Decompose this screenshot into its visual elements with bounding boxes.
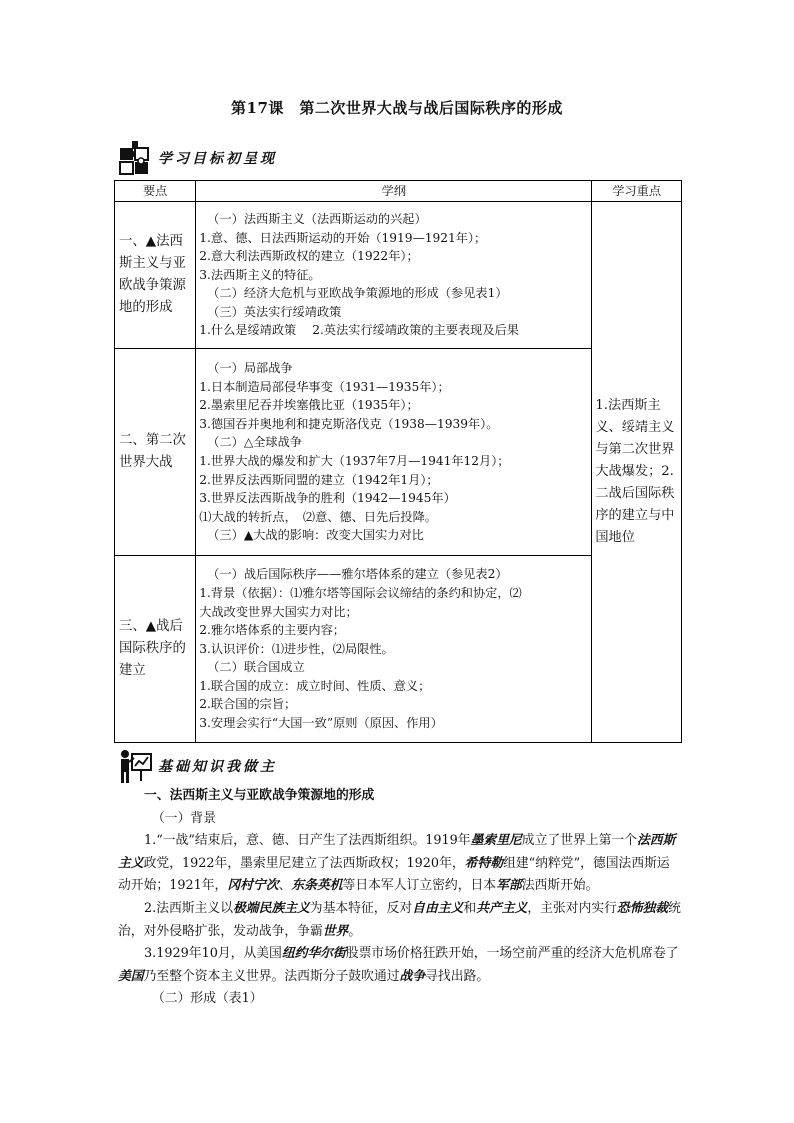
section-basics-title: 基础知识我做主 <box>158 759 277 775</box>
outline-line: 1.世界大战的爆发和扩大（1937年7月—1941年12月）； <box>199 454 510 468</box>
outline-line: （二）△全球战争 <box>207 435 302 450</box>
text: 组建“纳粹党”，德国法西斯运动开始；1921年， <box>118 855 670 894</box>
answer-text: 墨索里尼 <box>470 833 522 849</box>
teacher-board-icon <box>118 748 152 784</box>
outline-line: 3.德国吞并奥地利和捷克斯洛伐克（1938—1939年）。 <box>199 416 499 431</box>
paragraph-3 <box>118 943 682 988</box>
heading-1: 一、法西斯主义与亚欧战争策源地的形成 <box>144 788 375 803</box>
text: 3.1929年10月，从美国 <box>144 946 282 962</box>
outline-line: （一）法西斯主义（法西斯运动的兴起） <box>207 211 427 226</box>
outline-line: （二）经济大危机与亚欧战争策源地的形成（参见表1） <box>207 286 508 301</box>
answer-text: 希特勒 <box>464 855 504 871</box>
outline-line: ⑴大战的转折点， ⑵意、德、日先后投降。 <box>199 509 437 524</box>
outline-line: （一）战后国际秩序——雅尔塔体系的建立（参见表2） <box>207 567 508 582</box>
section-basics-header <box>118 746 277 786</box>
outline-line: 大战改变世界大国实力对比； <box>199 604 358 619</box>
text: 统治，对外侵略扩张，发动战争，争霸 <box>118 900 681 939</box>
row1-outline <box>196 202 592 349</box>
row1-key-point: 一、▲法西斯主义与亚欧战争策源地的形成 <box>115 202 196 349</box>
answer-text: 美国 <box>118 968 144 984</box>
text: 成立了世界上第一个 <box>521 833 637 849</box>
table-row <box>115 202 682 349</box>
outline-line: 1.背景（依据）：⑴雅尔塔等国际会议缔结的条约和协定，⑵ <box>199 585 522 600</box>
outline-line: 2.意大利法西斯政权的建立（1922年）； <box>199 249 419 264</box>
outline-line: 1.意、德、日法西斯运动的开始（1919—1921年）； <box>199 230 487 245</box>
answer-text: 恐怖独裁 <box>616 900 669 916</box>
section-objectives-header <box>118 138 277 178</box>
section-objectives-title: 学习目标初呈现 <box>158 151 277 167</box>
outline-line: 1.什么是绥靖政策 2.英法实行绥靖政策的主要表现及后果 <box>199 323 519 338</box>
answer-text: 战争 <box>399 968 426 984</box>
learning-focus: 1.法西斯主义、绥靖主义与第二次世界大战爆发；2.二战后国际秩序的建立与中国地位 <box>592 202 682 743</box>
text: ，主张对内实行 <box>527 900 617 916</box>
objectives-table <box>114 180 682 743</box>
basics-content <box>118 785 682 1011</box>
paragraph-2 <box>118 898 682 943</box>
text: 、 <box>278 878 292 894</box>
text: 2.法西斯主义以 <box>144 900 233 916</box>
outline-line: 3.认识评价：⑴进步性，⑵局限性。 <box>199 641 394 656</box>
heading-3: （二）形成（表1） <box>152 991 263 1007</box>
outline-line: 3.世界反法西斯战争的胜利（1942—1945年） <box>199 491 456 506</box>
text: 乃至整个资本主义世界。法西斯分子鼓吹通过 <box>143 968 400 984</box>
answer-text: 法西斯主义 <box>118 833 676 871</box>
outline-line: （二）联合国成立 <box>207 660 305 675</box>
text: 等日本军人订立密约，日本 <box>342 878 497 894</box>
answer-text: 世界 <box>322 923 349 939</box>
row2-outline <box>196 349 592 556</box>
outline-line: （一）局部战争 <box>207 361 293 376</box>
table-header-row <box>115 181 682 202</box>
puzzle-icon <box>118 140 152 176</box>
row2-key-point: 二、第二次世界大战 <box>115 349 196 556</box>
row3-key-point: 三、▲战后国际秩序的建立 <box>115 556 196 743</box>
header-focus: 学习重点 <box>592 181 682 202</box>
row3-outline <box>196 556 592 743</box>
outline-line: 2.联合国的宗旨； <box>199 697 297 712</box>
answer-text: 极端民族主义 <box>233 900 310 916</box>
text: 。 <box>348 923 362 939</box>
text: 法西斯开始。 <box>521 878 599 894</box>
text: 寻找出路。 <box>425 968 490 984</box>
paragraph-1 <box>118 830 682 898</box>
outline-line: 1.日本制造局部侵华事变（1931—1935年）； <box>199 379 450 394</box>
text: 为基本特征，反对 <box>309 900 413 916</box>
text: 1.“一战”结束后，意、德、日产生了法西斯组织。1919年 <box>144 833 471 849</box>
outline-line: 1.联合国的成立：成立时间、性质、意义； <box>199 678 431 693</box>
answer-text: 纽约华尔街 <box>281 946 346 962</box>
outline-line: （三）英法实行绥靖政策 <box>207 304 342 319</box>
heading-2: （一）背景 <box>152 810 216 826</box>
outline-line: 2.世界反法西斯同盟的建立（1942年1月）； <box>199 472 439 487</box>
answer-text: 东条英机 <box>291 878 343 894</box>
outline-line: 3.法西斯主义的特征。 <box>199 267 321 282</box>
outline-line: （三）▲大战的影响：改变大国实力对比 <box>207 528 424 543</box>
header-outline: 学纲 <box>196 181 592 202</box>
outline-line: 2.雅尔塔体系的主要内容； <box>199 623 345 638</box>
header-key-points: 要点 <box>115 181 196 202</box>
answer-text: 军部 <box>496 878 522 894</box>
text: 政党，1922年，墨索里尼建立了法西斯政权；1920年， <box>143 855 465 871</box>
answer-text: 共产主义 <box>476 900 528 916</box>
text: 股票市场价格狂跌开始，一场空前严重的经济大危机席卷了 <box>345 946 679 962</box>
outline-line: 3.安理会实行“大国一致”原则（原因、作用） <box>199 716 443 731</box>
page-title: 第17课 第二次世界大战与战后国际秩序的形成 <box>231 99 563 117</box>
answer-text: 冈村宁次 <box>227 878 279 894</box>
text: 和 <box>463 900 477 916</box>
answer-text: 自由主义 <box>412 900 464 916</box>
outline-line: 2.墨索里尼吞并埃塞俄比亚（1935年）； <box>199 398 419 413</box>
